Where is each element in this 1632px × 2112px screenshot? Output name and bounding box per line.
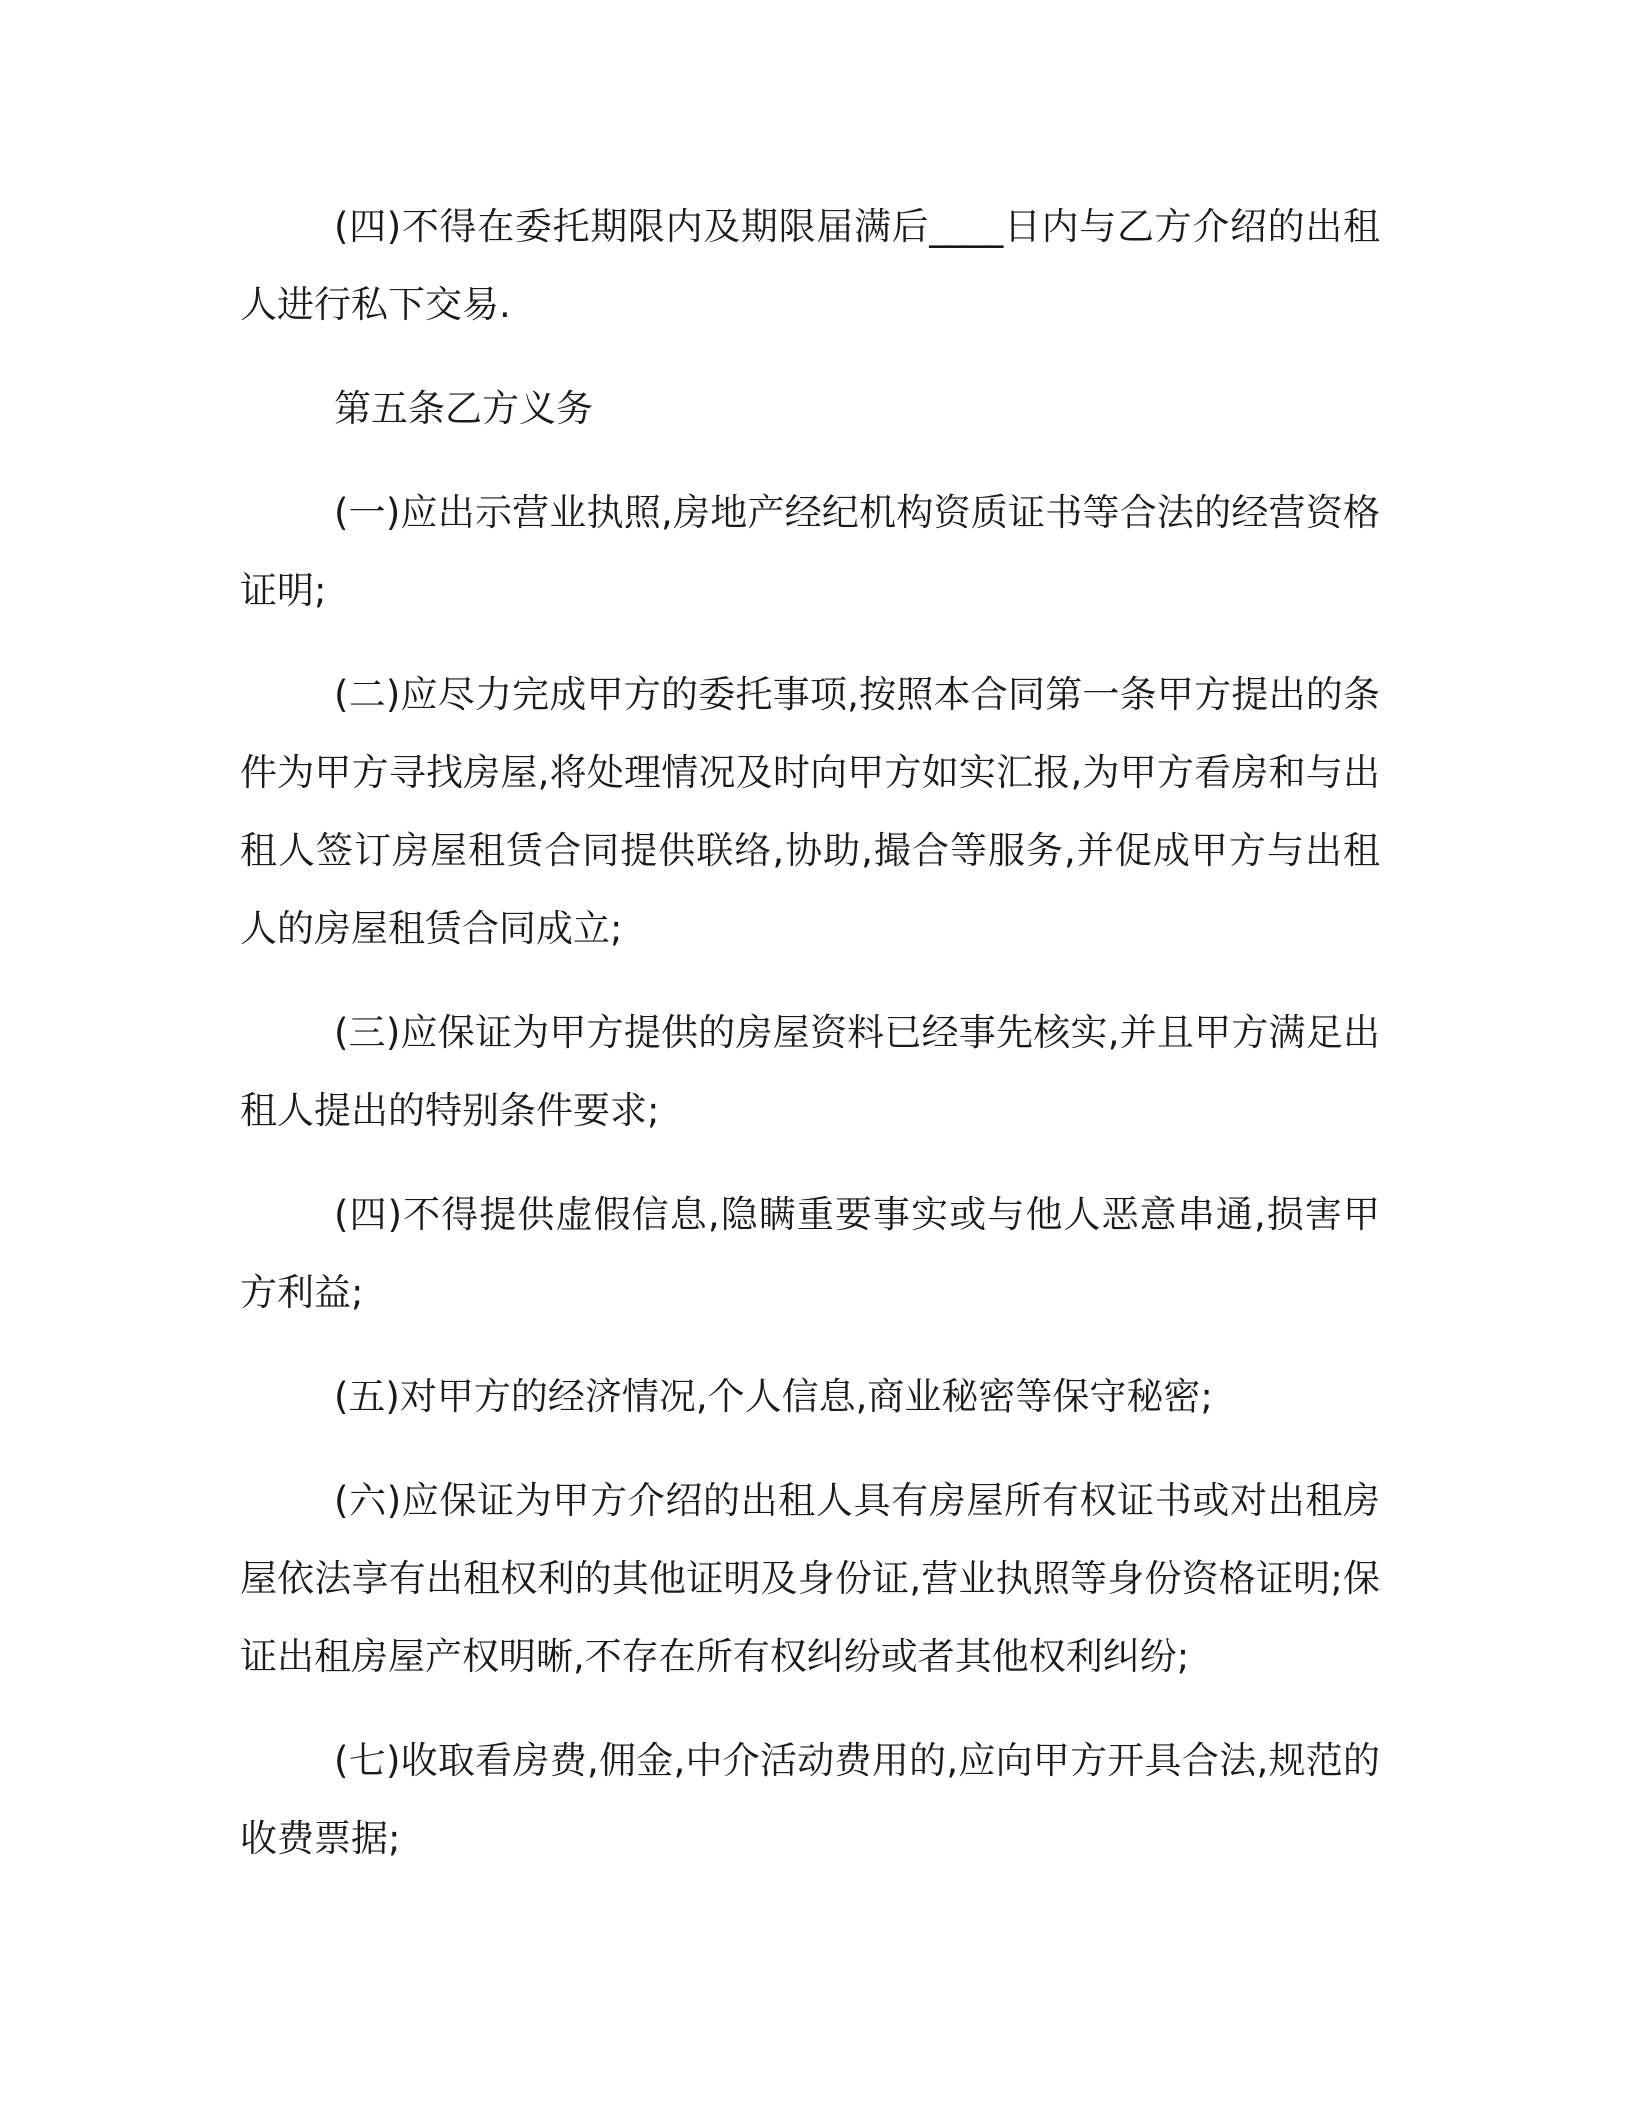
clause-party-a-4: (四)不得在委托期限内及期限届满后____日内与乙方介绍的出租人进行私下交易. xyxy=(240,205,1380,326)
clause-party-b-5: (五)对甲方的经济情况,个人信息,商业秘密等保守秘密; xyxy=(334,1375,1213,1418)
article-5-heading: 第五条乙方义务 xyxy=(334,387,593,430)
clause-party-b-4: (四)不得提供虚假信息,隐瞒重要事实或与他人恶意串通,损害甲方利益; xyxy=(240,1193,1380,1314)
clause-party-b-7: (七)收取看房费,佣金,中介活动费用的,应向甲方开具合法,规范的收费票据; xyxy=(240,1739,1380,1860)
clause-party-b-6: (六)应保证为甲方介绍的出租人具有房屋所有权证书或对出租房屋依法享有出租权利的其他证明及身份证,营业执照等身份资格证明;保证出租房屋产权明晰,不存在所有权纠纷或者其他权利纠纷; xyxy=(240,1479,1380,1678)
document-body xyxy=(240,188,1380,1904)
clause-party-b-2: (二)应尽力完成甲方的委托事项,按照本合同第一条甲方提出的条件为甲方寻找房屋,将处理情况及时向甲方如实汇报,为甲方看房和与出租人签订房屋租赁合同提供联络,协助,撮合等服务,并促成甲方与出租人的房屋租赁合同成立; xyxy=(240,673,1380,950)
clause-party-b-1: (一)应出示营业执照,房地产经纪机构资质证书等合法的经营资格证明; xyxy=(240,491,1380,612)
clause-party-b-3: (三)应保证为甲方提供的房屋资料已经事先核实,并且甲方满足出租人提出的特别条件要求; xyxy=(240,1011,1380,1132)
